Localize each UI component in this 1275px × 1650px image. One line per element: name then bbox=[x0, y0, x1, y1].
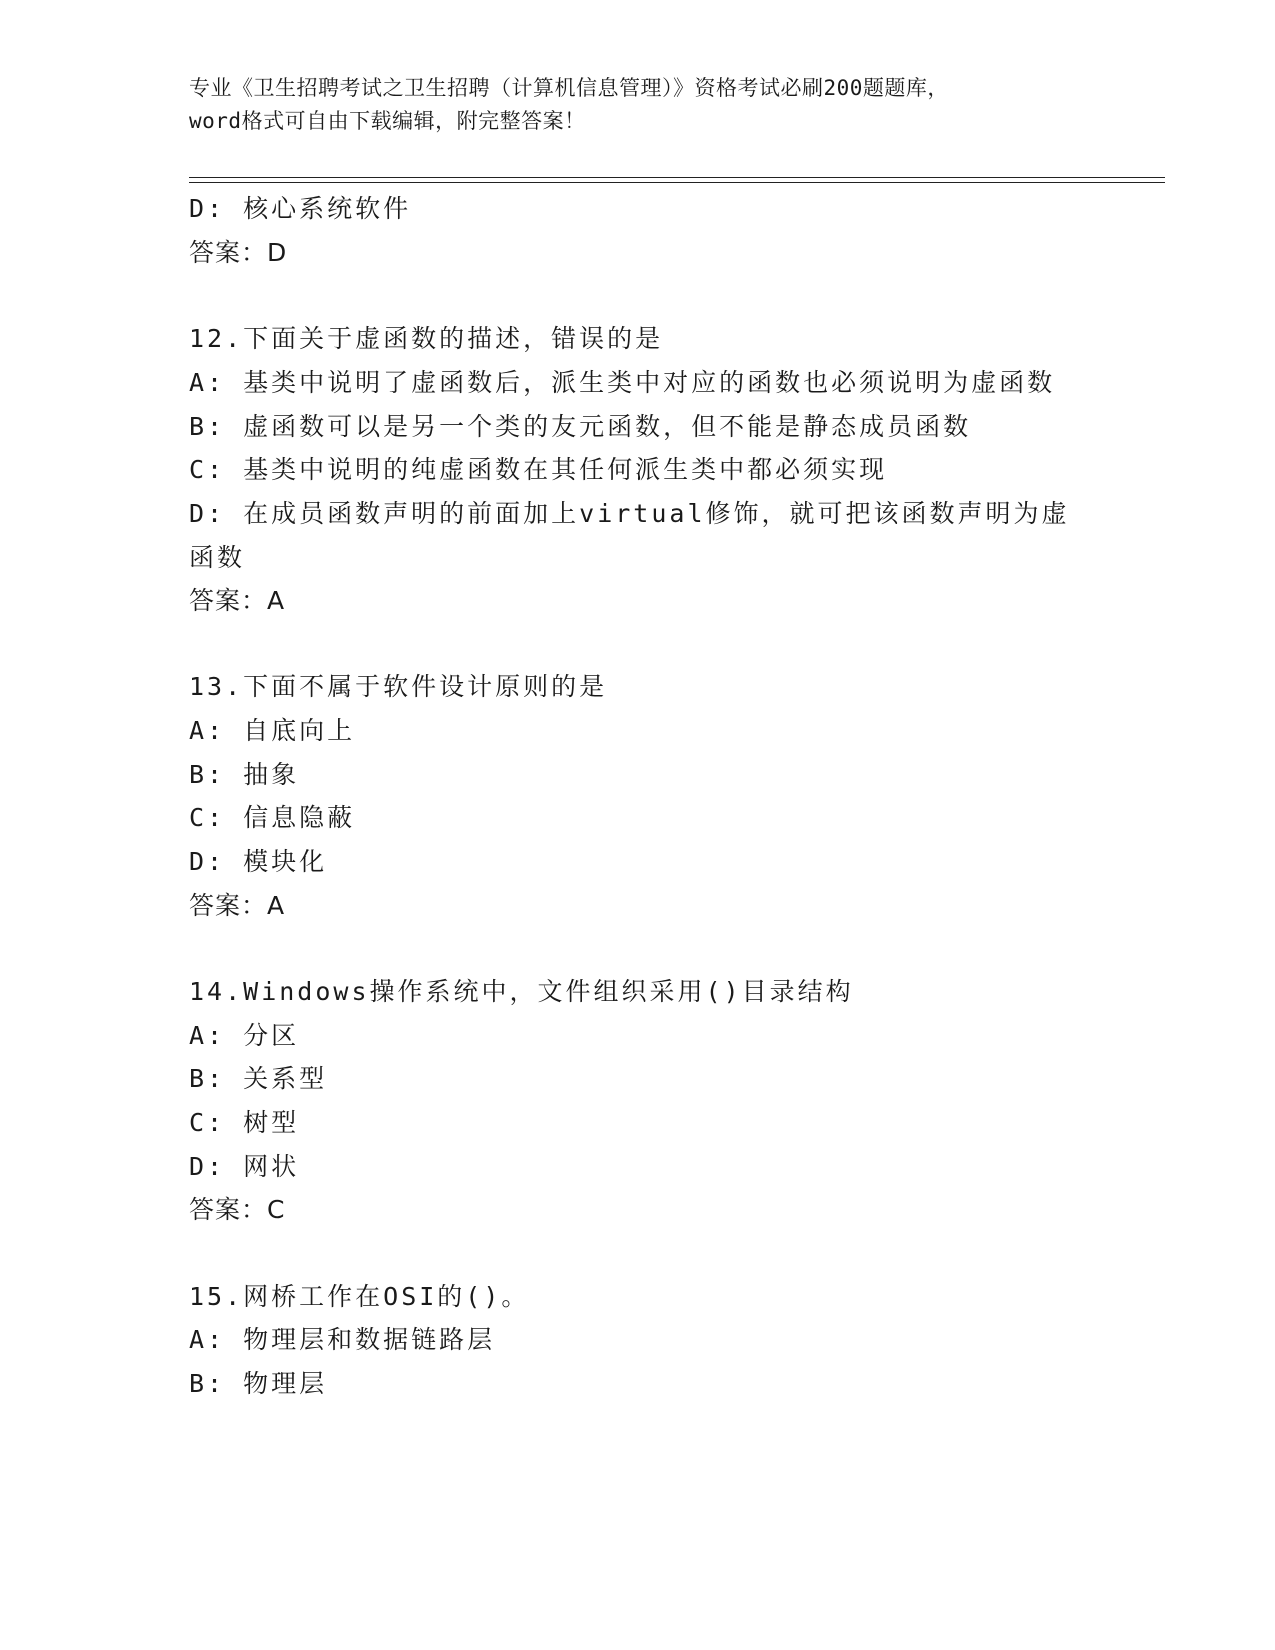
q13-answer: 答案：A bbox=[189, 891, 286, 920]
q15-option-a: A: 物理层和数据链路层 bbox=[189, 1325, 496, 1354]
q14-option-d: D: 网状 bbox=[189, 1152, 300, 1181]
q12-option-a: A: 基类中说明了虚函数后，派生类中对应的函数也必须说明为虚函数 bbox=[189, 368, 1056, 397]
q12-option-d: D: 在成员函数声明的前面加上virtual修饰，就可把该函数声明为虚 bbox=[189, 499, 1070, 528]
q14-option-c: C: 树型 bbox=[189, 1108, 300, 1137]
q12-answer: 答案：A bbox=[189, 586, 286, 615]
q15-stem: 15.网桥工作在OSI的()。 bbox=[189, 1282, 530, 1311]
q12-stem: 12.下面关于虚函数的描述，错误的是 bbox=[189, 324, 664, 353]
header-rule-top bbox=[189, 177, 1165, 178]
q12-option-d-cont: 函数 bbox=[189, 543, 246, 572]
q12-option-c: C: 基类中说明的纯虚函数在其任何派生类中都必须实现 bbox=[189, 455, 888, 484]
q13-option-a: A: 自底向上 bbox=[189, 716, 356, 745]
header-rule-bottom bbox=[189, 182, 1165, 183]
q13-option-d: D: 模块化 bbox=[189, 847, 328, 876]
q14-stem: 14.Windows操作系统中，文件组织采用()目录结构 bbox=[189, 977, 854, 1006]
q12-option-b: B: 虚函数可以是另一个类的友元函数，但不能是静态成员函数 bbox=[189, 412, 972, 441]
document-header bbox=[189, 72, 1089, 138]
q14-option-b: B: 关系型 bbox=[189, 1064, 328, 1093]
q13-option-c: C: 信息隐蔽 bbox=[189, 803, 356, 832]
q15-option-b: B: 物理层 bbox=[189, 1369, 328, 1398]
q13-option-b: B: 抽象 bbox=[189, 760, 300, 789]
q14-answer: 答案：C bbox=[189, 1195, 286, 1224]
prev-answer: 答案：D bbox=[189, 238, 288, 267]
q13-stem: 13.下面不属于软件设计原则的是 bbox=[189, 672, 608, 701]
header-line-1: 专业《卫生招聘考试之卫生招聘（计算机信息管理）》资格考试必刷200题题库， bbox=[189, 76, 949, 100]
q14-option-a: A: 分区 bbox=[189, 1021, 300, 1050]
header-line-2: word格式可自由下载编辑，附完整答案！ bbox=[189, 109, 586, 133]
prev-option-d: D: 核心系统软件 bbox=[189, 194, 412, 223]
